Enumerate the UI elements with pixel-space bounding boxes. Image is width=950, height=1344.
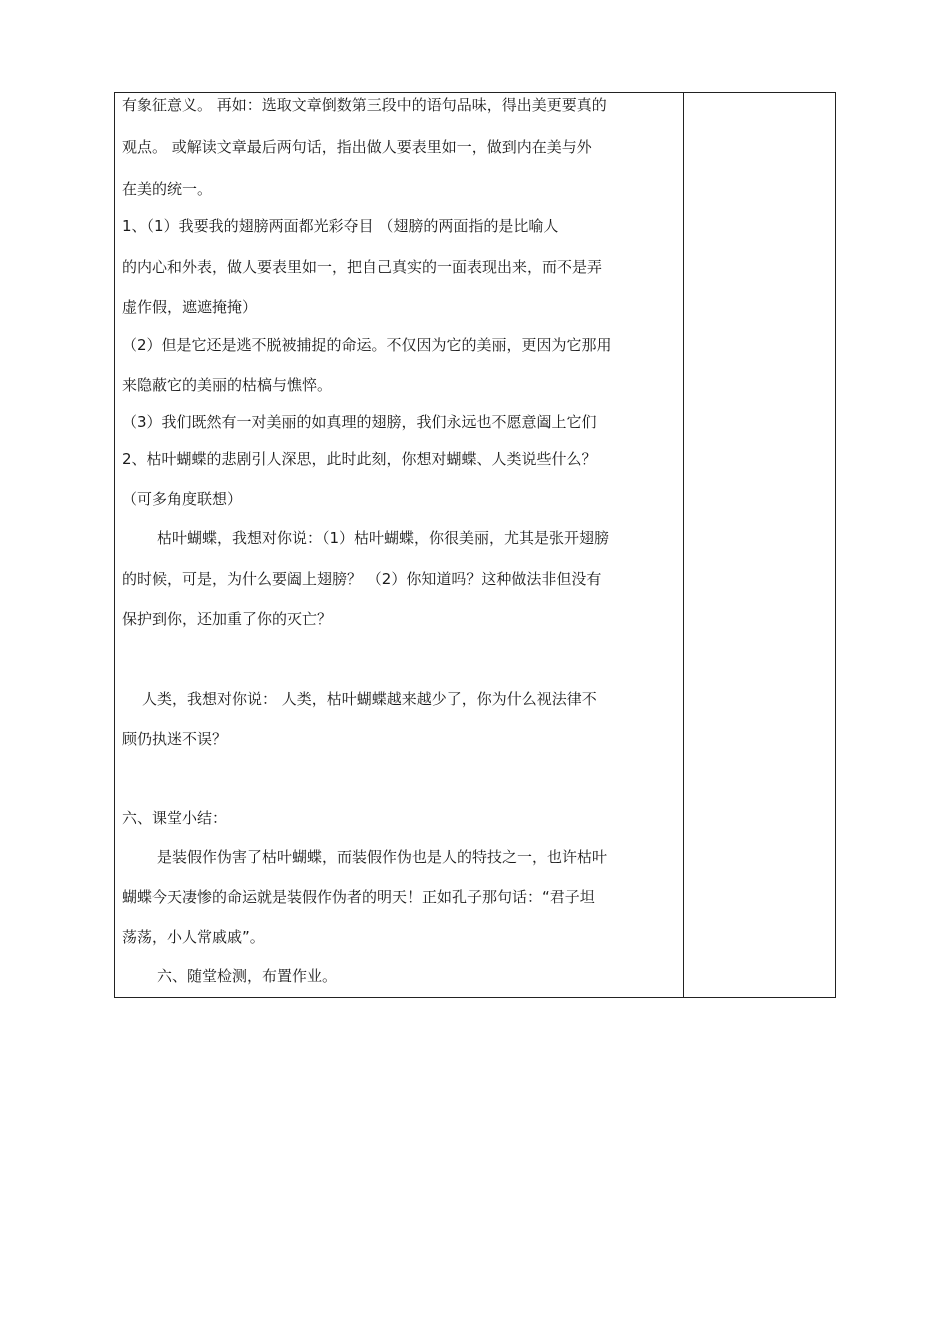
text-line: 观点。 或解读文章最后两句话，指出做人要表里如一，做到内在美与外 <box>122 138 592 156</box>
text-line: 保护到你，还加重了你的灭亡？ <box>122 610 333 628</box>
text-line: 1、（1）我要我的翅膀两面都光彩夺目 （翅膀的两面指的是比喻人 <box>122 217 559 235</box>
text-line: 荡荡，小人常戚戚”。 <box>122 928 265 946</box>
text-line: 有象征意义。 再如：选取文章倒数第三段中的语句品味，得出美更要真的 <box>122 96 607 114</box>
text-line: 蝴蝶今天凄惨的命运就是装假作伪者的明天！正如孔子那句话：“君子坦 <box>122 888 595 906</box>
text-line: 顾仍执迷不误？ <box>122 730 228 748</box>
text-line: 2、枯叶蝴蝶的悲剧引人深思，此时此刻，你想对蝴蝶、人类说些什么？ <box>122 450 597 468</box>
section-heading: 六、课堂小结： <box>122 809 228 827</box>
text-line: 的时候，可是，为什么要阖上翅膀？ （2）你知道吗？这种做法非但没有 <box>122 570 602 588</box>
text-line: （可多角度联想） <box>122 490 243 508</box>
column-divider <box>683 92 684 998</box>
text-line: 虚作假，遮遮掩掩） <box>122 298 258 316</box>
text-line: 是装假作伪害了枯叶蝴蝶，而装假作伪也是人的特技之一，也许枯叶 <box>157 848 608 866</box>
text-line: （3）我们既然有一对美丽的如真理的翅膀，我们永远也不愿意阖上它们 <box>122 413 597 431</box>
text-line: 来隐蔽它的美丽的枯槁与憔悴。 <box>122 376 333 394</box>
text-line: 在美的统一。 <box>122 180 213 198</box>
text-line: 人类，我想对你说： 人类，枯叶蝴蝶越来越少了，你为什么视法律不 <box>142 690 597 708</box>
text-line: 六、随堂检测，布置作业。 <box>157 967 338 985</box>
text-line: 的内心和外表，做人要表里如一，把自己真实的一面表现出来，而不是弄 <box>122 258 603 276</box>
text-line: （2）但是它还是逃不脱被捕捉的命运。不仅因为它的美丽，更因为它那用 <box>122 336 612 354</box>
text-line: 枯叶蝴蝶，我想对你说：（1）枯叶蝴蝶，你很美丽，尤其是张开翅膀 <box>157 529 610 547</box>
